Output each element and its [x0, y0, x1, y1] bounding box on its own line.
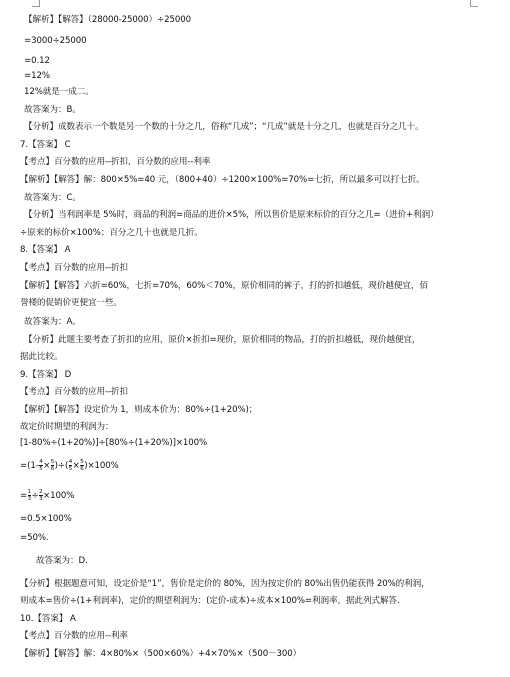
- text-line: =0.12: [24, 56, 50, 66]
- answer-heading: 9.【答案】 D: [20, 370, 72, 380]
- text-line: 【分析】当利润率是 5%时，商品的利润=商品的进价×5%，所以售价是原来标价的百分之几=（进价+利润）: [24, 210, 439, 220]
- answer-heading: 8.【答案】 A: [20, 245, 71, 255]
- text-line: 【考点】百分数的应用--折扣: [20, 263, 128, 273]
- answer-heading: 7.【答案】 C: [20, 140, 71, 150]
- formula-line: [1-80%÷(1+20%)]÷[80%÷(1+20%)]×100%: [20, 438, 208, 448]
- text-line: 【分析】成数表示一个数是另一个数的十分之几，俗称“几成”；“几成”就是十分之几，也就是百分之几十。: [24, 122, 424, 132]
- text-line: 12%就是一成二。: [24, 87, 94, 97]
- text-line: 则成本=售价÷(1+利润率)，定价的期望利润为：(定价-成本)÷成本×100%=利润率，据此列式解答.: [20, 596, 400, 606]
- text-line: 【解析】【解答】解：800×5%=40 元，（800+40）÷1200×100%=70%=七折，所以最多可以打七折。: [20, 175, 425, 185]
- text-line: =50%.: [20, 533, 49, 543]
- text-line: ÷原来的标价×100%；百分之几十也就是几折。: [20, 228, 203, 238]
- text-line: 【分析】根据题意可知，设定价是“1”，售价是定价的 80%，因为按定价的 80%出售仍能获得 20%的利润，: [20, 579, 430, 589]
- text-line: 故答案为：A。: [24, 317, 81, 327]
- text-line: =0.5×100%: [20, 514, 72, 524]
- text-line: 誉楼的促销价更便宜一些。: [20, 298, 122, 308]
- fraction-formula-line: = $\frac{1}{3}$ ÷ $\frac{2}{3}$ ×100%: [20, 489, 75, 502]
- text-line: =3000÷25000: [24, 36, 87, 46]
- text-line: 【考点】百分数的应用--折扣: [20, 387, 128, 397]
- corner-mark-left: [32, 0, 40, 7]
- corner-mark-right: [470, 0, 478, 7]
- text-line: 【考点】百分数的应用--利率: [20, 631, 128, 641]
- text-line: 【解析】【解答】（28000-25000）÷25000: [24, 15, 191, 25]
- text-line: =12%: [24, 71, 50, 81]
- text-line: 【解析】【解答】六折=60%，七折=70%，60%＜70%，原价相同的裤子，打的折扣越低，现价越便宜，佰: [20, 281, 428, 291]
- text-line: 【解析】【解答】设定价为 1，则成本价为：80%÷(1+20%)；: [20, 405, 258, 415]
- text-line: 【考点】百分数的应用--折扣，百分数的应用--利率: [20, 157, 211, 167]
- text-line: 【解析】【解答】解：4×80%×（500×60%）+4×70%×（500－300）: [20, 649, 302, 659]
- text-line: 故答案为：D.: [36, 556, 88, 566]
- text-line: 故答案为：B。: [24, 105, 81, 115]
- fraction-formula-line: =(1- $\frac{4}{5}$ × $\frac{5}{6}$ )÷( $\frac{4}{5}$ × $\frac{5}{6}$ )×100%: [20, 459, 119, 472]
- text-line: 【分析】此题主要考查了折扣的应用，原价×折扣=现价，原价相同的物品，打的折扣越低，现价越便宜，: [24, 335, 421, 345]
- answer-heading: 10.【答案】 A: [20, 614, 76, 624]
- text-line: 故定价时期望的利润为：: [20, 422, 114, 432]
- text-line: 据此比较。: [20, 352, 63, 362]
- text-line: 故答案为：C。: [24, 193, 81, 203]
